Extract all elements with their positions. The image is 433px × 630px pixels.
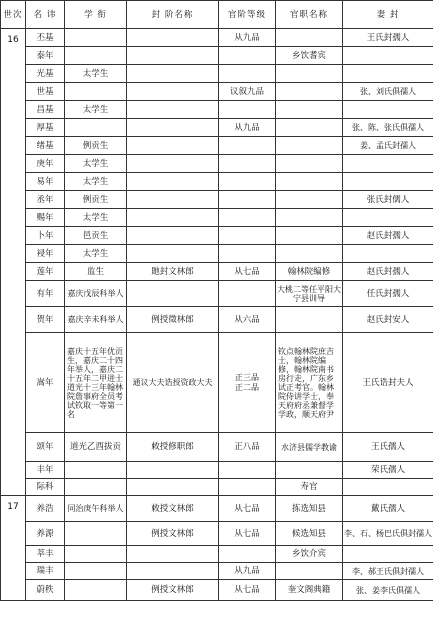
table-row bbox=[1, 47, 433, 65]
wife-cell bbox=[343, 173, 433, 191]
generation-cell: 16 bbox=[1, 29, 26, 496]
office-cell bbox=[276, 173, 343, 191]
rank-cell: 从七品 bbox=[219, 263, 276, 281]
name-cell: 颂年 bbox=[26, 433, 65, 462]
table-row bbox=[1, 83, 433, 101]
wife-cell bbox=[343, 101, 433, 119]
title-cell: 例授文林郎 bbox=[127, 522, 219, 546]
name-cell: 世基 bbox=[26, 83, 65, 101]
office-cell bbox=[276, 137, 343, 155]
office-cell bbox=[276, 227, 343, 245]
wife-cell: 王氏封孺人 bbox=[343, 29, 433, 47]
table-row bbox=[1, 155, 433, 173]
name-cell: 祲年 bbox=[26, 245, 65, 263]
academic-cell: 太学生 bbox=[65, 245, 127, 263]
name-cell: 光基 bbox=[26, 65, 65, 83]
table-row bbox=[1, 462, 433, 479]
office-cell bbox=[276, 83, 343, 101]
rank-cell bbox=[219, 227, 276, 245]
name-cell: 厚基 bbox=[26, 119, 65, 137]
name-cell: 丰年 bbox=[26, 462, 65, 479]
rank-cell: 从九品 bbox=[219, 563, 276, 580]
title-cell: 敕授文林郎 bbox=[127, 496, 219, 522]
academic-cell bbox=[65, 29, 127, 47]
rank-cell bbox=[219, 245, 276, 263]
wife-cell: 赵氏封孺人 bbox=[343, 227, 433, 245]
title-cell bbox=[127, 479, 219, 496]
title-cell bbox=[127, 173, 219, 191]
header-row bbox=[1, 1, 433, 29]
rank-cell bbox=[219, 191, 276, 209]
title-cell bbox=[127, 137, 219, 155]
office-cell bbox=[276, 191, 343, 209]
office-cell bbox=[276, 245, 343, 263]
office-cell: 大桃二等任平阳大宁县训导 bbox=[276, 281, 343, 307]
table-row bbox=[1, 307, 433, 333]
rank-cell bbox=[219, 155, 276, 173]
office-cell: 奎文阁典籍 bbox=[276, 580, 343, 601]
table-row bbox=[1, 433, 433, 462]
academic-cell bbox=[65, 119, 127, 137]
table-row bbox=[1, 29, 433, 47]
name-cell: 瑞丰 bbox=[26, 563, 65, 580]
name-cell: 泰年 bbox=[26, 47, 65, 65]
wife-cell: 赵氏封孺人 bbox=[343, 263, 433, 281]
title-cell: 通议大夫诰授资政大夫 bbox=[127, 333, 219, 433]
table-row bbox=[1, 281, 433, 307]
table-row bbox=[1, 563, 433, 580]
wife-cell bbox=[343, 209, 433, 227]
wife-cell: 王氏孺人 bbox=[343, 433, 433, 462]
academic-cell: 嘉庆十五年优贡生，嘉庆二十四年举人，嘉庆二十五年二甲进士道光十三年翰林院詹事府全员考试钦取一等第一名 bbox=[65, 333, 127, 433]
academic-cell: 例贡生 bbox=[65, 137, 127, 155]
table-row bbox=[1, 522, 433, 546]
name-cell: 养浩 bbox=[26, 496, 65, 522]
rank-cell bbox=[219, 462, 276, 479]
office-cell: 钦点翰林院庶吉士，翰林院编修，翰林院南书房行走，广东乡试正考官。翰林院侍讲学士，奉天府府丞兼督学学政，顺天府尹 bbox=[276, 333, 343, 433]
academic-cell: 太学生 bbox=[65, 209, 127, 227]
table-row bbox=[1, 333, 433, 433]
title-cell: 敕授修职郎 bbox=[127, 433, 219, 462]
rank-cell: 正三品 正二品 bbox=[219, 333, 276, 433]
col-generation: 世次 bbox=[1, 1, 26, 29]
title-cell bbox=[127, 462, 219, 479]
title-cell bbox=[127, 101, 219, 119]
academic-cell: 监生 bbox=[65, 263, 127, 281]
table-row bbox=[1, 173, 433, 191]
name-cell: 嵩年 bbox=[26, 333, 65, 433]
table-row bbox=[1, 65, 433, 83]
table-row bbox=[1, 137, 433, 155]
wife-cell: 李、郝王氏俱封孺人 bbox=[343, 563, 433, 580]
wife-cell: 王氏诰封夫人 bbox=[343, 333, 433, 433]
rank-cell bbox=[219, 47, 276, 65]
academic-cell bbox=[65, 563, 127, 580]
office-cell: 乡饮耆宾 bbox=[276, 47, 343, 65]
office-cell: 候选知县 bbox=[276, 522, 343, 546]
title-cell bbox=[127, 563, 219, 580]
name-cell: 易年 bbox=[26, 173, 65, 191]
col-name: 名 讳 bbox=[26, 1, 65, 29]
rank-cell bbox=[219, 479, 276, 496]
academic-cell bbox=[65, 522, 127, 546]
title-cell bbox=[127, 29, 219, 47]
name-cell: 丕基 bbox=[26, 29, 65, 47]
wife-cell: 赵氏封安人 bbox=[343, 307, 433, 333]
academic-cell: 太学生 bbox=[65, 65, 127, 83]
name-cell: 莘丰 bbox=[26, 546, 65, 563]
rank-cell: 从九品 bbox=[219, 119, 276, 137]
office-cell: 乡饮介宾 bbox=[276, 546, 343, 563]
name-cell: 蔚秩 bbox=[26, 580, 65, 601]
table-row bbox=[1, 496, 433, 522]
title-cell bbox=[127, 83, 219, 101]
academic-cell bbox=[65, 462, 127, 479]
wife-cell bbox=[343, 65, 433, 83]
office-cell bbox=[276, 462, 343, 479]
rank-cell bbox=[219, 173, 276, 191]
table-row bbox=[1, 227, 433, 245]
office-cell: 翰林院编修 bbox=[276, 263, 343, 281]
name-cell: 有年 bbox=[26, 281, 65, 307]
rank-cell: 从六品 bbox=[219, 307, 276, 333]
name-cell: 赐年 bbox=[26, 209, 65, 227]
table-row bbox=[1, 479, 433, 496]
wife-cell: 张、刘氏俱孺人 bbox=[343, 83, 433, 101]
academic-cell: 邑贡生 bbox=[65, 227, 127, 245]
academic-cell bbox=[65, 479, 127, 496]
title-cell bbox=[127, 191, 219, 209]
rank-cell bbox=[219, 546, 276, 563]
col-academic: 学 衔 bbox=[65, 1, 127, 29]
office-cell: 拣选知县 bbox=[276, 496, 343, 522]
title-cell bbox=[127, 209, 219, 227]
title-cell bbox=[127, 281, 219, 307]
title-cell bbox=[127, 65, 219, 83]
wife-cell bbox=[343, 546, 433, 563]
title-cell bbox=[127, 155, 219, 173]
academic-cell: 嘉庆戊辰科举人 bbox=[65, 281, 127, 307]
wife-cell bbox=[343, 479, 433, 496]
rank-cell: 从七品 bbox=[219, 496, 276, 522]
name-cell: 际科 bbox=[26, 479, 65, 496]
col-wife: 妻 封 bbox=[343, 1, 433, 29]
academic-cell: 例贡生 bbox=[65, 191, 127, 209]
title-cell: 貤封文林郎 bbox=[127, 263, 219, 281]
col-rank: 官阶等级 bbox=[219, 1, 276, 29]
title-cell: 例授徵林郎 bbox=[127, 307, 219, 333]
title-cell bbox=[127, 546, 219, 563]
wife-cell: 李、石、杨巴氏俱封孺人 bbox=[343, 522, 433, 546]
office-cell bbox=[276, 563, 343, 580]
office-cell bbox=[276, 209, 343, 227]
table-row bbox=[1, 119, 433, 137]
table-row bbox=[1, 101, 433, 119]
name-cell: 莲年 bbox=[26, 263, 65, 281]
office-cell bbox=[276, 29, 343, 47]
col-office: 官职名称 bbox=[276, 1, 343, 29]
academic-cell bbox=[65, 580, 127, 601]
wife-cell bbox=[343, 155, 433, 173]
academic-cell: 太学生 bbox=[65, 101, 127, 119]
wife-cell: 张氏封儒人 bbox=[343, 191, 433, 209]
academic-cell: 道光乙酉拔贡 bbox=[65, 433, 127, 462]
wife-cell: 荣氏孺人 bbox=[343, 462, 433, 479]
wife-cell bbox=[343, 47, 433, 65]
office-cell bbox=[276, 155, 343, 173]
office-cell bbox=[276, 119, 343, 137]
table-row bbox=[1, 580, 433, 601]
academic-cell bbox=[65, 546, 127, 563]
wife-cell: 任氏封孺人 bbox=[343, 281, 433, 307]
office-cell bbox=[276, 307, 343, 333]
wife-cell: 张、姜李氏俱孺人 bbox=[343, 580, 433, 601]
title-cell: 例授文林郎 bbox=[127, 580, 219, 601]
academic-cell: 太学生 bbox=[65, 155, 127, 173]
academic-cell bbox=[65, 47, 127, 65]
wife-cell bbox=[343, 245, 433, 263]
rank-cell: 议叙九品 bbox=[219, 83, 276, 101]
rank-cell bbox=[219, 209, 276, 227]
table-row bbox=[1, 263, 433, 281]
rank-cell: 从七品 bbox=[219, 522, 276, 546]
office-cell: 寿官 bbox=[276, 479, 343, 496]
name-cell: 卜年 bbox=[26, 227, 65, 245]
col-title: 封 阶名称 bbox=[127, 1, 219, 29]
academic-cell: 嘉庆辛未科举人 bbox=[65, 307, 127, 333]
wife-cell: 姜、孟氏封孺人 bbox=[343, 137, 433, 155]
generation-cell: 17 bbox=[1, 496, 26, 601]
rank-cell bbox=[219, 65, 276, 83]
office-cell: 水济县儒学教谕 bbox=[276, 433, 343, 462]
rank-cell: 从九品 bbox=[219, 29, 276, 47]
title-cell bbox=[127, 245, 219, 263]
name-cell: 养源 bbox=[26, 522, 65, 546]
academic-cell: 太学生 bbox=[65, 173, 127, 191]
table-row bbox=[1, 245, 433, 263]
title-cell bbox=[127, 47, 219, 65]
office-cell bbox=[276, 101, 343, 119]
name-cell: 绪基 bbox=[26, 137, 65, 155]
table-row bbox=[1, 209, 433, 227]
table-row bbox=[1, 546, 433, 563]
rank-cell bbox=[219, 281, 276, 307]
name-cell: 丞年 bbox=[26, 191, 65, 209]
rank-cell: 从七品 bbox=[219, 580, 276, 601]
title-cell bbox=[127, 227, 219, 245]
rank-cell: 正八品 bbox=[219, 433, 276, 462]
name-cell: 庚年 bbox=[26, 155, 65, 173]
academic-cell: 同治庚午科举人 bbox=[65, 496, 127, 522]
rank-cell bbox=[219, 137, 276, 155]
academic-cell bbox=[65, 83, 127, 101]
table-row bbox=[1, 191, 433, 209]
office-cell bbox=[276, 65, 343, 83]
wife-cell: 张、陈、张氏俱孺人 bbox=[343, 119, 433, 137]
rank-cell bbox=[219, 101, 276, 119]
wife-cell: 戴氏孺人 bbox=[343, 496, 433, 522]
name-cell: 昌基 bbox=[26, 101, 65, 119]
title-cell bbox=[127, 119, 219, 137]
name-cell: 贺年 bbox=[26, 307, 65, 333]
